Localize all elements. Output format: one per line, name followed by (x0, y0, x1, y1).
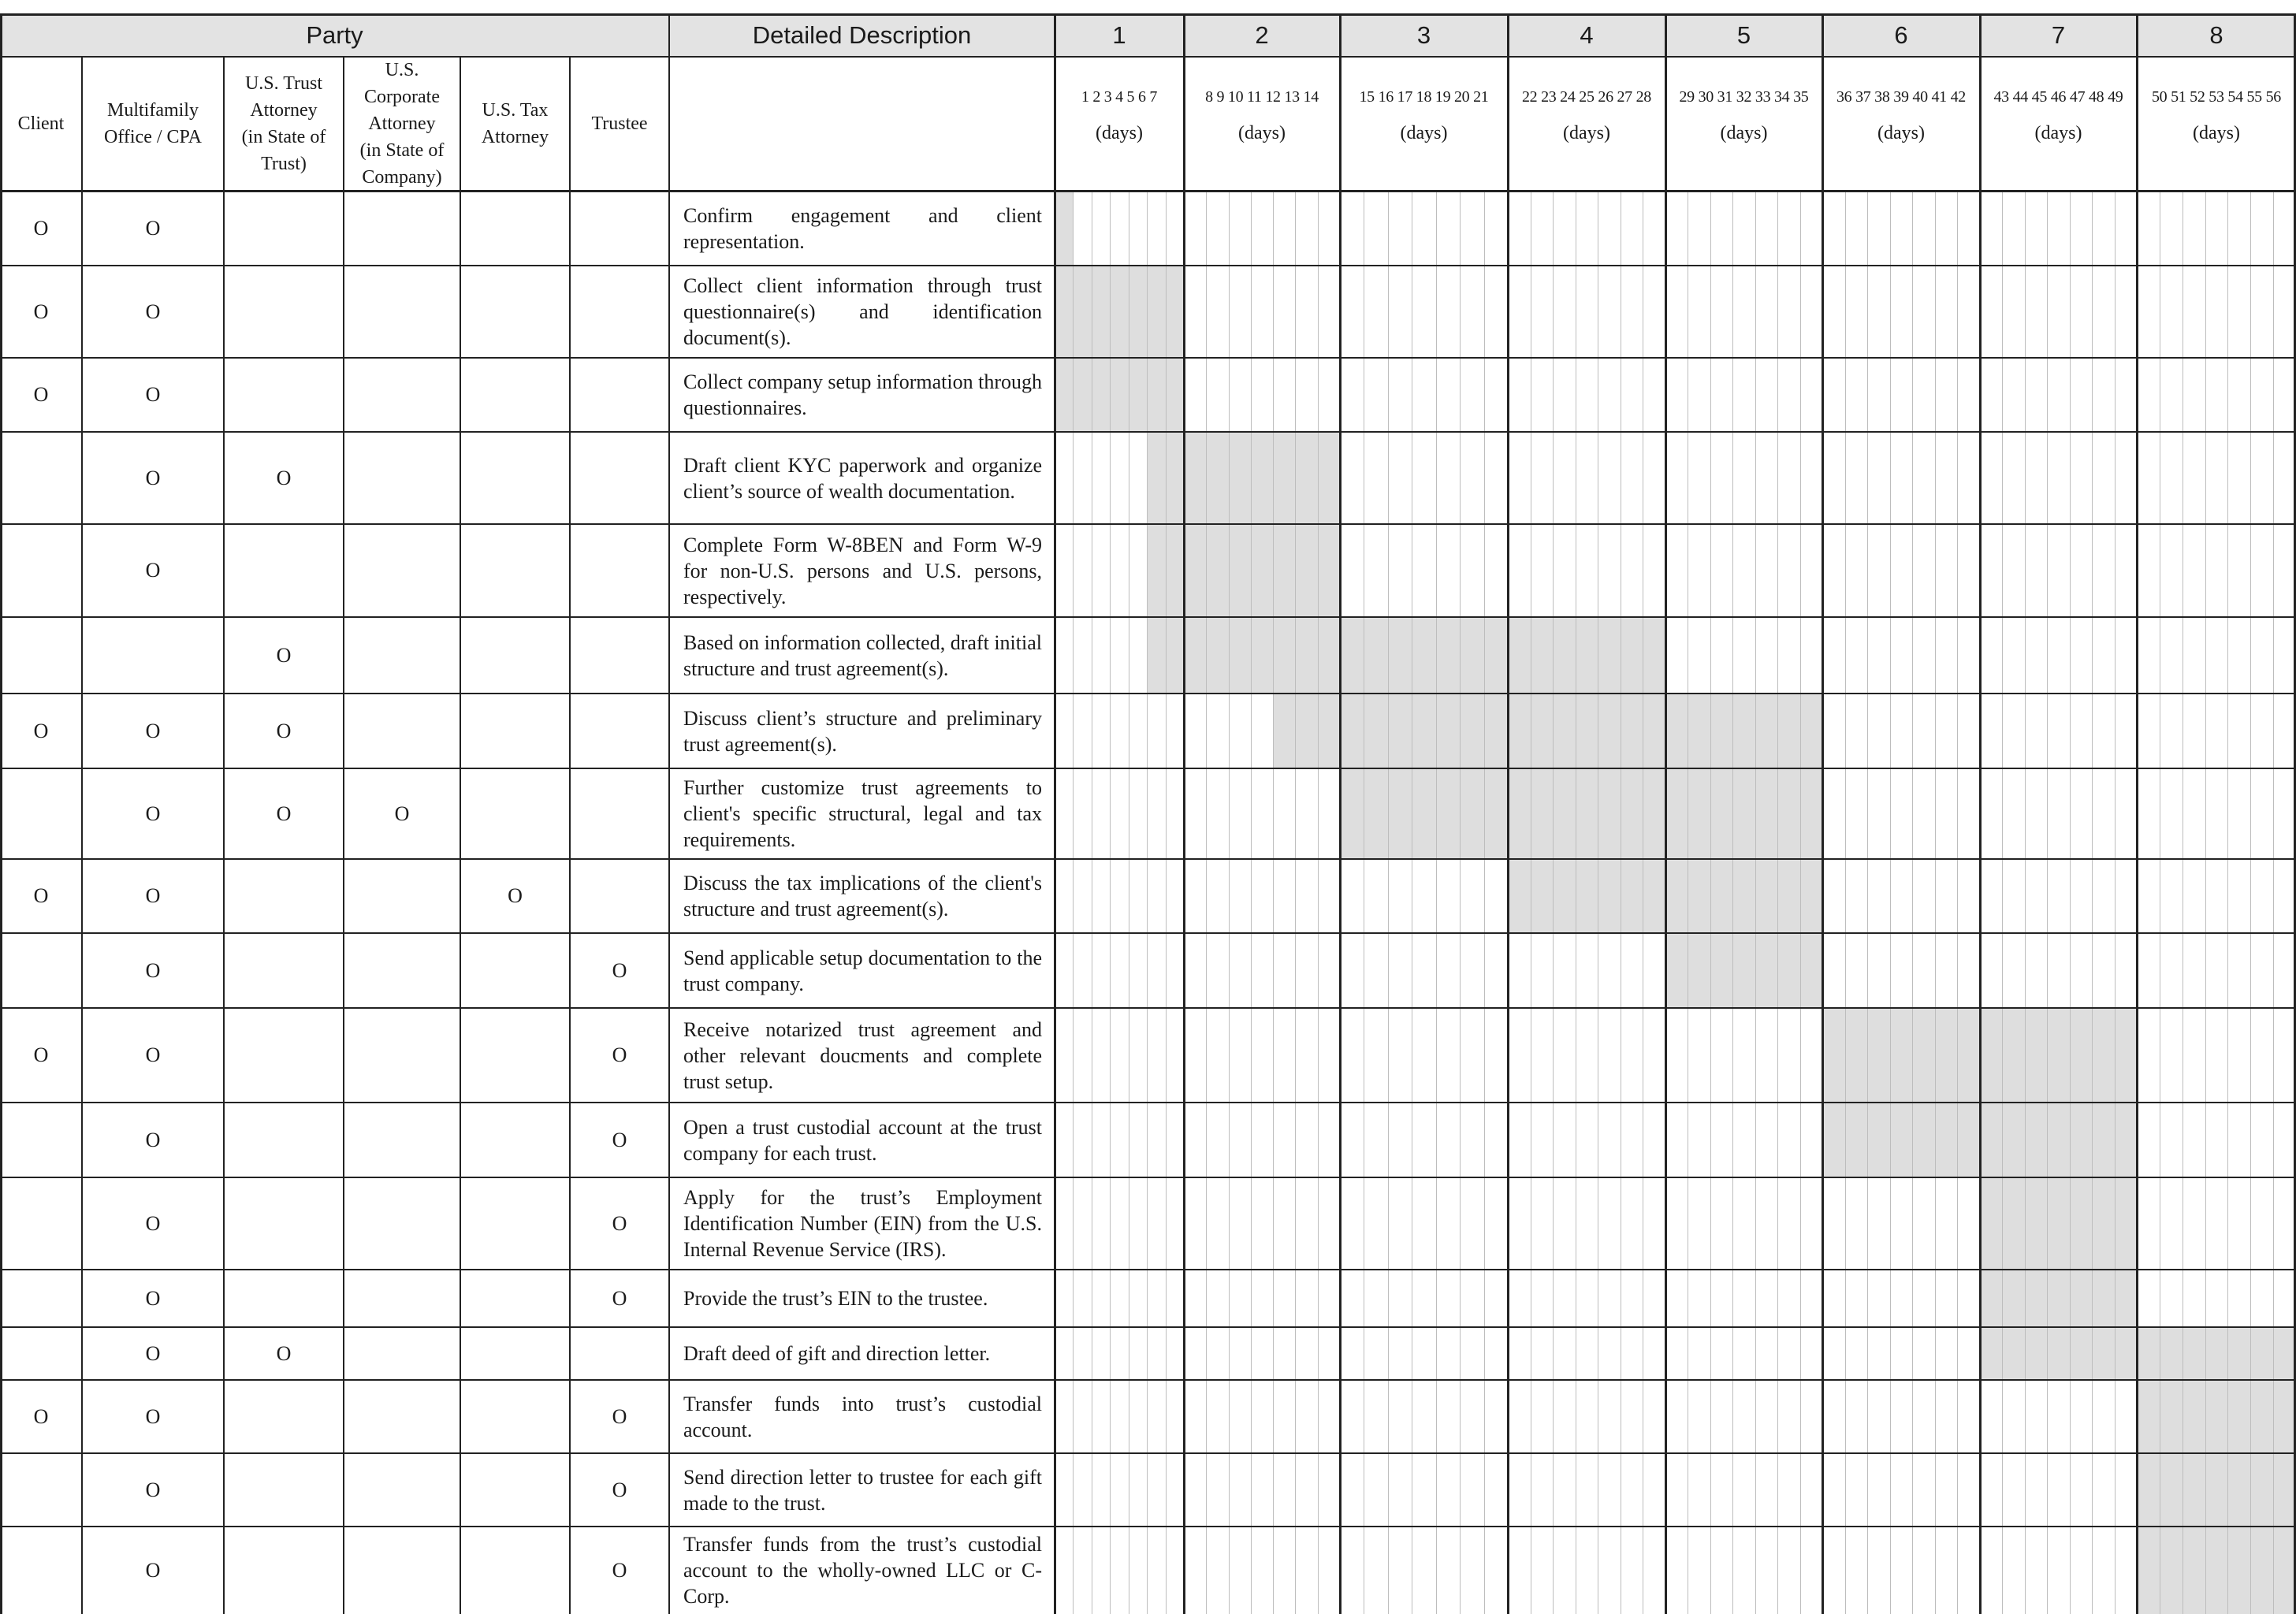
party-mark: O (145, 299, 161, 323)
day-gridline (1206, 191, 1207, 1614)
gantt-bar (1055, 266, 1184, 358)
week-number: 3 (1416, 21, 1431, 49)
day-gridline (1273, 191, 1274, 1614)
week-days-header (1822, 0, 1980, 191)
party-mark (344, 617, 460, 694)
party-mark: O (33, 383, 49, 406)
task-description-text: Discuss client’s structure and preliminary trust agreement(s). (683, 706, 1042, 756)
task-description (669, 933, 1055, 1008)
day-gridline (1845, 191, 1846, 1614)
week-days-header (1055, 0, 1184, 191)
day-gridline (2227, 191, 2228, 1614)
party-mark (224, 524, 344, 617)
grid-line-vertical (1822, 14, 1824, 1614)
party-mark: O (33, 216, 49, 240)
day-gridline (1388, 191, 1389, 1614)
party-column-header: U.S. Tax Attorney (481, 100, 549, 147)
party-mark (224, 1177, 344, 1270)
party-mark: O (145, 1558, 161, 1582)
day-gridline (1710, 191, 1711, 1614)
grid-line-vertical (1507, 14, 1509, 1614)
task-description (669, 1327, 1055, 1380)
party-mark: O (145, 1404, 161, 1428)
task-description-text: Receive notarized trust agreement and other relevant doucments and complete trust setup. (683, 1017, 1042, 1093)
task-description-text: Send applicable setup documentation to the trust company. (683, 946, 1042, 995)
week-day-numbers: 1 2 3 4 5 6 7 (1081, 88, 1158, 106)
party-mark: O (612, 1043, 627, 1066)
party-mark: O (145, 559, 161, 582)
party-mark (0, 1453, 82, 1527)
week-days-header (2137, 0, 2296, 191)
gantt-bar (1980, 1177, 2137, 1270)
party-mark: O (276, 1341, 292, 1365)
party-column-header: Multifamily Office / CPA (103, 100, 202, 147)
party-title: Party (306, 21, 363, 49)
party-mark (570, 694, 669, 768)
task-description (669, 524, 1055, 617)
party-mark (570, 617, 669, 694)
task-description-text: Apply for the trust’s Employment Identification Number (EIN) from the U.S. Internal Revenue Service (IRS). (683, 1186, 1042, 1261)
grid-line-vertical (223, 57, 225, 1614)
task-description-text: Collect company setup information through questionnaires. (683, 370, 1042, 419)
party-mark (344, 1380, 460, 1453)
week-day-numbers: 8 9 10 11 12 13 14 (1205, 88, 1319, 106)
party-mark (570, 432, 669, 524)
party-mark: O (145, 958, 161, 982)
week-days-label: (days) (1877, 123, 1925, 143)
grid-line-vertical (1979, 14, 1982, 1614)
party-mark (570, 768, 669, 859)
party-mark (0, 617, 82, 694)
gantt-bar (1147, 524, 1340, 617)
task-description (669, 1380, 1055, 1453)
grid-line-vertical (1665, 14, 1667, 1614)
party-mark (344, 358, 460, 432)
day-gridline (1229, 191, 1230, 1614)
week-days-label: (days) (2034, 123, 2082, 143)
party-mark: O (145, 1128, 161, 1151)
party-mark (570, 191, 669, 266)
party-mark (460, 1453, 570, 1527)
gantt-bar (1055, 191, 1073, 266)
day-gridline (1460, 191, 1461, 1614)
party-mark: O (145, 383, 161, 406)
week-number: 5 (1736, 21, 1751, 49)
day-gridline (1800, 191, 1801, 1614)
week-days-header (1980, 0, 2137, 191)
party-mark (344, 694, 460, 768)
party-mark (0, 1103, 82, 1177)
task-description-text: Send direction letter to trustee for each gift made to the trust. (683, 1465, 1042, 1515)
week-number: 7 (2051, 21, 2066, 49)
day-gridline (1935, 191, 1936, 1614)
gantt-bar (1147, 617, 1665, 694)
day-gridline (2273, 191, 2274, 1614)
party-mark: O (145, 1043, 161, 1066)
party-mark (224, 1270, 344, 1327)
party-mark (570, 1327, 669, 1380)
gantt-bar (1055, 358, 1184, 432)
party-mark (460, 191, 570, 266)
week-days-label: (days) (1238, 123, 1286, 143)
party-mark (344, 1008, 460, 1103)
party-mark (224, 859, 344, 933)
party-mark (0, 933, 82, 1008)
gantt-bar (2137, 1453, 2296, 1527)
party-mark (344, 933, 460, 1008)
grid-line-vertical (460, 57, 461, 1614)
task-description-text: Transfer funds into trust’s custodial account. (683, 1392, 1042, 1441)
party-mark (460, 933, 570, 1008)
day-gridline (2092, 191, 2093, 1614)
task-description-text: Draft deed of gift and direction letter. (683, 1342, 991, 1365)
day-gridline (1553, 191, 1554, 1614)
gantt-bar (2137, 1527, 2296, 1614)
day-gridline (1251, 191, 1252, 1614)
task-description (669, 1177, 1055, 1270)
party-mark: O (145, 1478, 161, 1501)
task-description (669, 1453, 1055, 1527)
day-gridline (1777, 191, 1778, 1614)
task-description (669, 1270, 1055, 1327)
party-mark (460, 694, 570, 768)
party-mark (224, 1380, 344, 1453)
party-mark (344, 1103, 460, 1177)
party-column-header: U.S. Trust Attorney (in State of Trust) (241, 73, 326, 174)
week-days-label: (days) (1400, 123, 1448, 143)
task-description-text: Discuss the tax implications of the client's structure and trust agreement(s). (683, 872, 1042, 920)
party-mark (460, 432, 570, 524)
task-description-text: Further customize trust agreements to client's specific structural, legal and tax requirements. (683, 776, 1042, 851)
party-mark (0, 768, 82, 859)
day-gridline (1890, 191, 1891, 1614)
task-description (669, 266, 1055, 358)
day-gridline (1732, 191, 1733, 1614)
party-mark (344, 1177, 460, 1270)
party-mark (224, 1103, 344, 1177)
party-mark: O (33, 719, 49, 742)
day-gridline (1912, 191, 1913, 1614)
grid-line-vertical (569, 57, 571, 1614)
party-mark: O (394, 801, 410, 825)
week-number: 4 (1580, 21, 1594, 49)
day-gridline (2002, 191, 2003, 1614)
week-days-header (1508, 0, 1665, 191)
week-day-numbers: 22 23 24 25 26 27 28 (1521, 88, 1651, 106)
party-column-header: Trustee (591, 113, 648, 134)
week-days-label: (days) (2193, 123, 2240, 143)
task-description (669, 1103, 1055, 1177)
party-mark (460, 1380, 570, 1453)
party-mark (224, 933, 344, 1008)
party-mark (344, 432, 460, 524)
day-gridline (1073, 191, 1074, 1614)
task-description (669, 1527, 1055, 1614)
party-mark (570, 266, 669, 358)
day-gridline (1166, 191, 1167, 1614)
week-number: 1 (1112, 21, 1126, 49)
day-gridline (1295, 191, 1296, 1614)
party-mark (0, 1177, 82, 1270)
party-mark: O (145, 216, 161, 240)
party-mark (224, 191, 344, 266)
party-mark (460, 1008, 570, 1103)
day-gridline (2070, 191, 2071, 1614)
party-mark (224, 266, 344, 358)
task-description-text: Complete Form W-8BEN and Form W-9 for non-U.S. persons and U.S. persons, respectively. (683, 533, 1042, 608)
party-mark: O (276, 801, 292, 825)
party-mark: O (612, 958, 627, 982)
party-column-header: Client (17, 113, 65, 134)
party-mark (460, 617, 570, 694)
party-mark (224, 1008, 344, 1103)
grid-line-vertical (343, 57, 344, 1614)
party-mark (460, 1527, 570, 1614)
task-description (669, 432, 1055, 524)
party-mark (460, 1103, 570, 1177)
party-mark (344, 524, 460, 617)
party-mark (82, 617, 224, 694)
day-gridline (1867, 191, 1868, 1614)
party-mark: O (508, 884, 523, 907)
party-mark: O (612, 1286, 627, 1310)
grid-line-vertical (1183, 14, 1185, 1614)
day-gridline (1755, 191, 1756, 1614)
task-description-text: Draft client KYC paperwork and organize client’s source of wealth documentation. (683, 453, 1042, 503)
party-mark (344, 1527, 460, 1614)
party-mark (344, 191, 460, 266)
party-mark: O (612, 1404, 627, 1428)
day-gridline (2205, 191, 2206, 1614)
task-description (669, 859, 1055, 933)
party-mark: O (33, 299, 49, 323)
gantt-bar (1665, 933, 1822, 1008)
party-mark (344, 1327, 460, 1380)
week-day-numbers: 50 51 52 53 54 55 56 (2151, 88, 2281, 106)
week-day-numbers: 29 30 31 32 33 34 35 (1679, 88, 1809, 106)
week-day-numbers: 15 16 17 18 19 20 21 (1359, 88, 1489, 106)
grid-line-vertical (2136, 14, 2138, 1614)
week-day-numbers: 36 37 38 39 40 41 42 (1836, 88, 1966, 106)
party-mark (570, 859, 669, 933)
party-mark (460, 1327, 570, 1380)
party-mark (344, 1453, 460, 1527)
party-mark: O (612, 1211, 627, 1235)
week-number: 2 (1255, 21, 1269, 49)
day-gridline (2115, 191, 2116, 1614)
task-description-text: Confirm engagement and client representation. (683, 203, 1042, 253)
day-gridline (1436, 191, 1437, 1614)
party-mark: O (276, 719, 292, 742)
day-gridline (2250, 191, 2251, 1614)
party-mark (344, 266, 460, 358)
description-title: Detailed Description (752, 21, 972, 49)
party-mark (344, 859, 460, 933)
party-mark: O (145, 1211, 161, 1235)
party-mark: O (33, 1043, 49, 1066)
task-description (669, 358, 1055, 432)
party-mark: O (145, 1341, 161, 1365)
party-mark (570, 358, 669, 432)
grid-line-vertical (668, 14, 670, 1614)
party-mark (460, 1177, 570, 1270)
task-description (669, 694, 1055, 768)
gantt-bar (2137, 1380, 2296, 1453)
task-description-text: Based on information collected, draft initial structure and trust agreement(s). (683, 630, 1042, 680)
week-days-label: (days) (1096, 123, 1143, 143)
task-description-text: Collect client information through trust questionnaire(s) and identification document(s). (683, 274, 1042, 349)
week-days-label: (days) (1720, 123, 1768, 143)
week-number: 8 (2209, 21, 2223, 49)
week-days-header (1184, 0, 1340, 191)
day-gridline (2047, 191, 2048, 1614)
party-mark: O (276, 643, 292, 667)
party-mark: O (612, 1558, 627, 1582)
gantt-bar (1273, 694, 1822, 768)
day-gridline (1147, 191, 1148, 1614)
party-mark (0, 524, 82, 617)
party-mark (0, 1270, 82, 1327)
task-description-text: Transfer funds from the trust’s custodial account to the wholly-owned LLC or C-Corp. (683, 1533, 1042, 1608)
grid-line-horizontal (0, 13, 2296, 16)
party-mark (460, 768, 570, 859)
party-mark (224, 1453, 344, 1527)
task-description-text: Open a trust custodial account at the trust company for each trust. (683, 1115, 1042, 1165)
task-description (669, 617, 1055, 694)
party-mark (224, 358, 344, 432)
day-gridline (2025, 191, 2026, 1614)
week-days-header (1340, 0, 1508, 191)
gantt-bar (1980, 1270, 2137, 1327)
party-column-header: U.S. Corporate Attorney (in State of Company) (359, 60, 445, 188)
party-mark (460, 524, 570, 617)
party-mark: O (145, 466, 161, 489)
party-mark: O (276, 466, 292, 489)
party-mark: O (33, 884, 49, 907)
week-number: 6 (1894, 21, 1908, 49)
task-description (669, 1008, 1055, 1103)
party-mark: O (145, 1286, 161, 1310)
party-mark (570, 524, 669, 617)
party-mark (344, 1270, 460, 1327)
week-days-label: (days) (1563, 123, 1610, 143)
day-gridline (1110, 191, 1111, 1614)
party-mark: O (145, 801, 161, 825)
party-mark: O (145, 719, 161, 742)
party-mark: O (612, 1128, 627, 1151)
task-description (669, 191, 1055, 266)
day-gridline (1957, 191, 1958, 1614)
party-mark (460, 266, 570, 358)
party-mark (460, 1270, 570, 1327)
party-mark: O (145, 884, 161, 907)
grid-line-vertical (81, 57, 83, 1614)
task-description-text: Provide the trust’s EIN to the trustee. (683, 1287, 988, 1310)
party-mark (0, 1327, 82, 1380)
party-mark (0, 432, 82, 524)
task-description (669, 768, 1055, 859)
party-mark (0, 1527, 82, 1614)
party-mark (224, 1527, 344, 1614)
grid-line-vertical (1339, 14, 1342, 1614)
day-gridline (1318, 191, 1319, 1614)
gantt-bar (1147, 432, 1340, 524)
day-gridline (1484, 191, 1485, 1614)
party-mark: O (612, 1478, 627, 1501)
grid-line-vertical (1054, 14, 1056, 1614)
party-mark: O (33, 1404, 49, 1428)
week-day-numbers: 43 44 45 46 47 48 49 (1993, 88, 2123, 106)
grid-line-vertical (0, 14, 2, 1614)
party-mark (460, 358, 570, 432)
week-days-header (1665, 0, 1822, 191)
